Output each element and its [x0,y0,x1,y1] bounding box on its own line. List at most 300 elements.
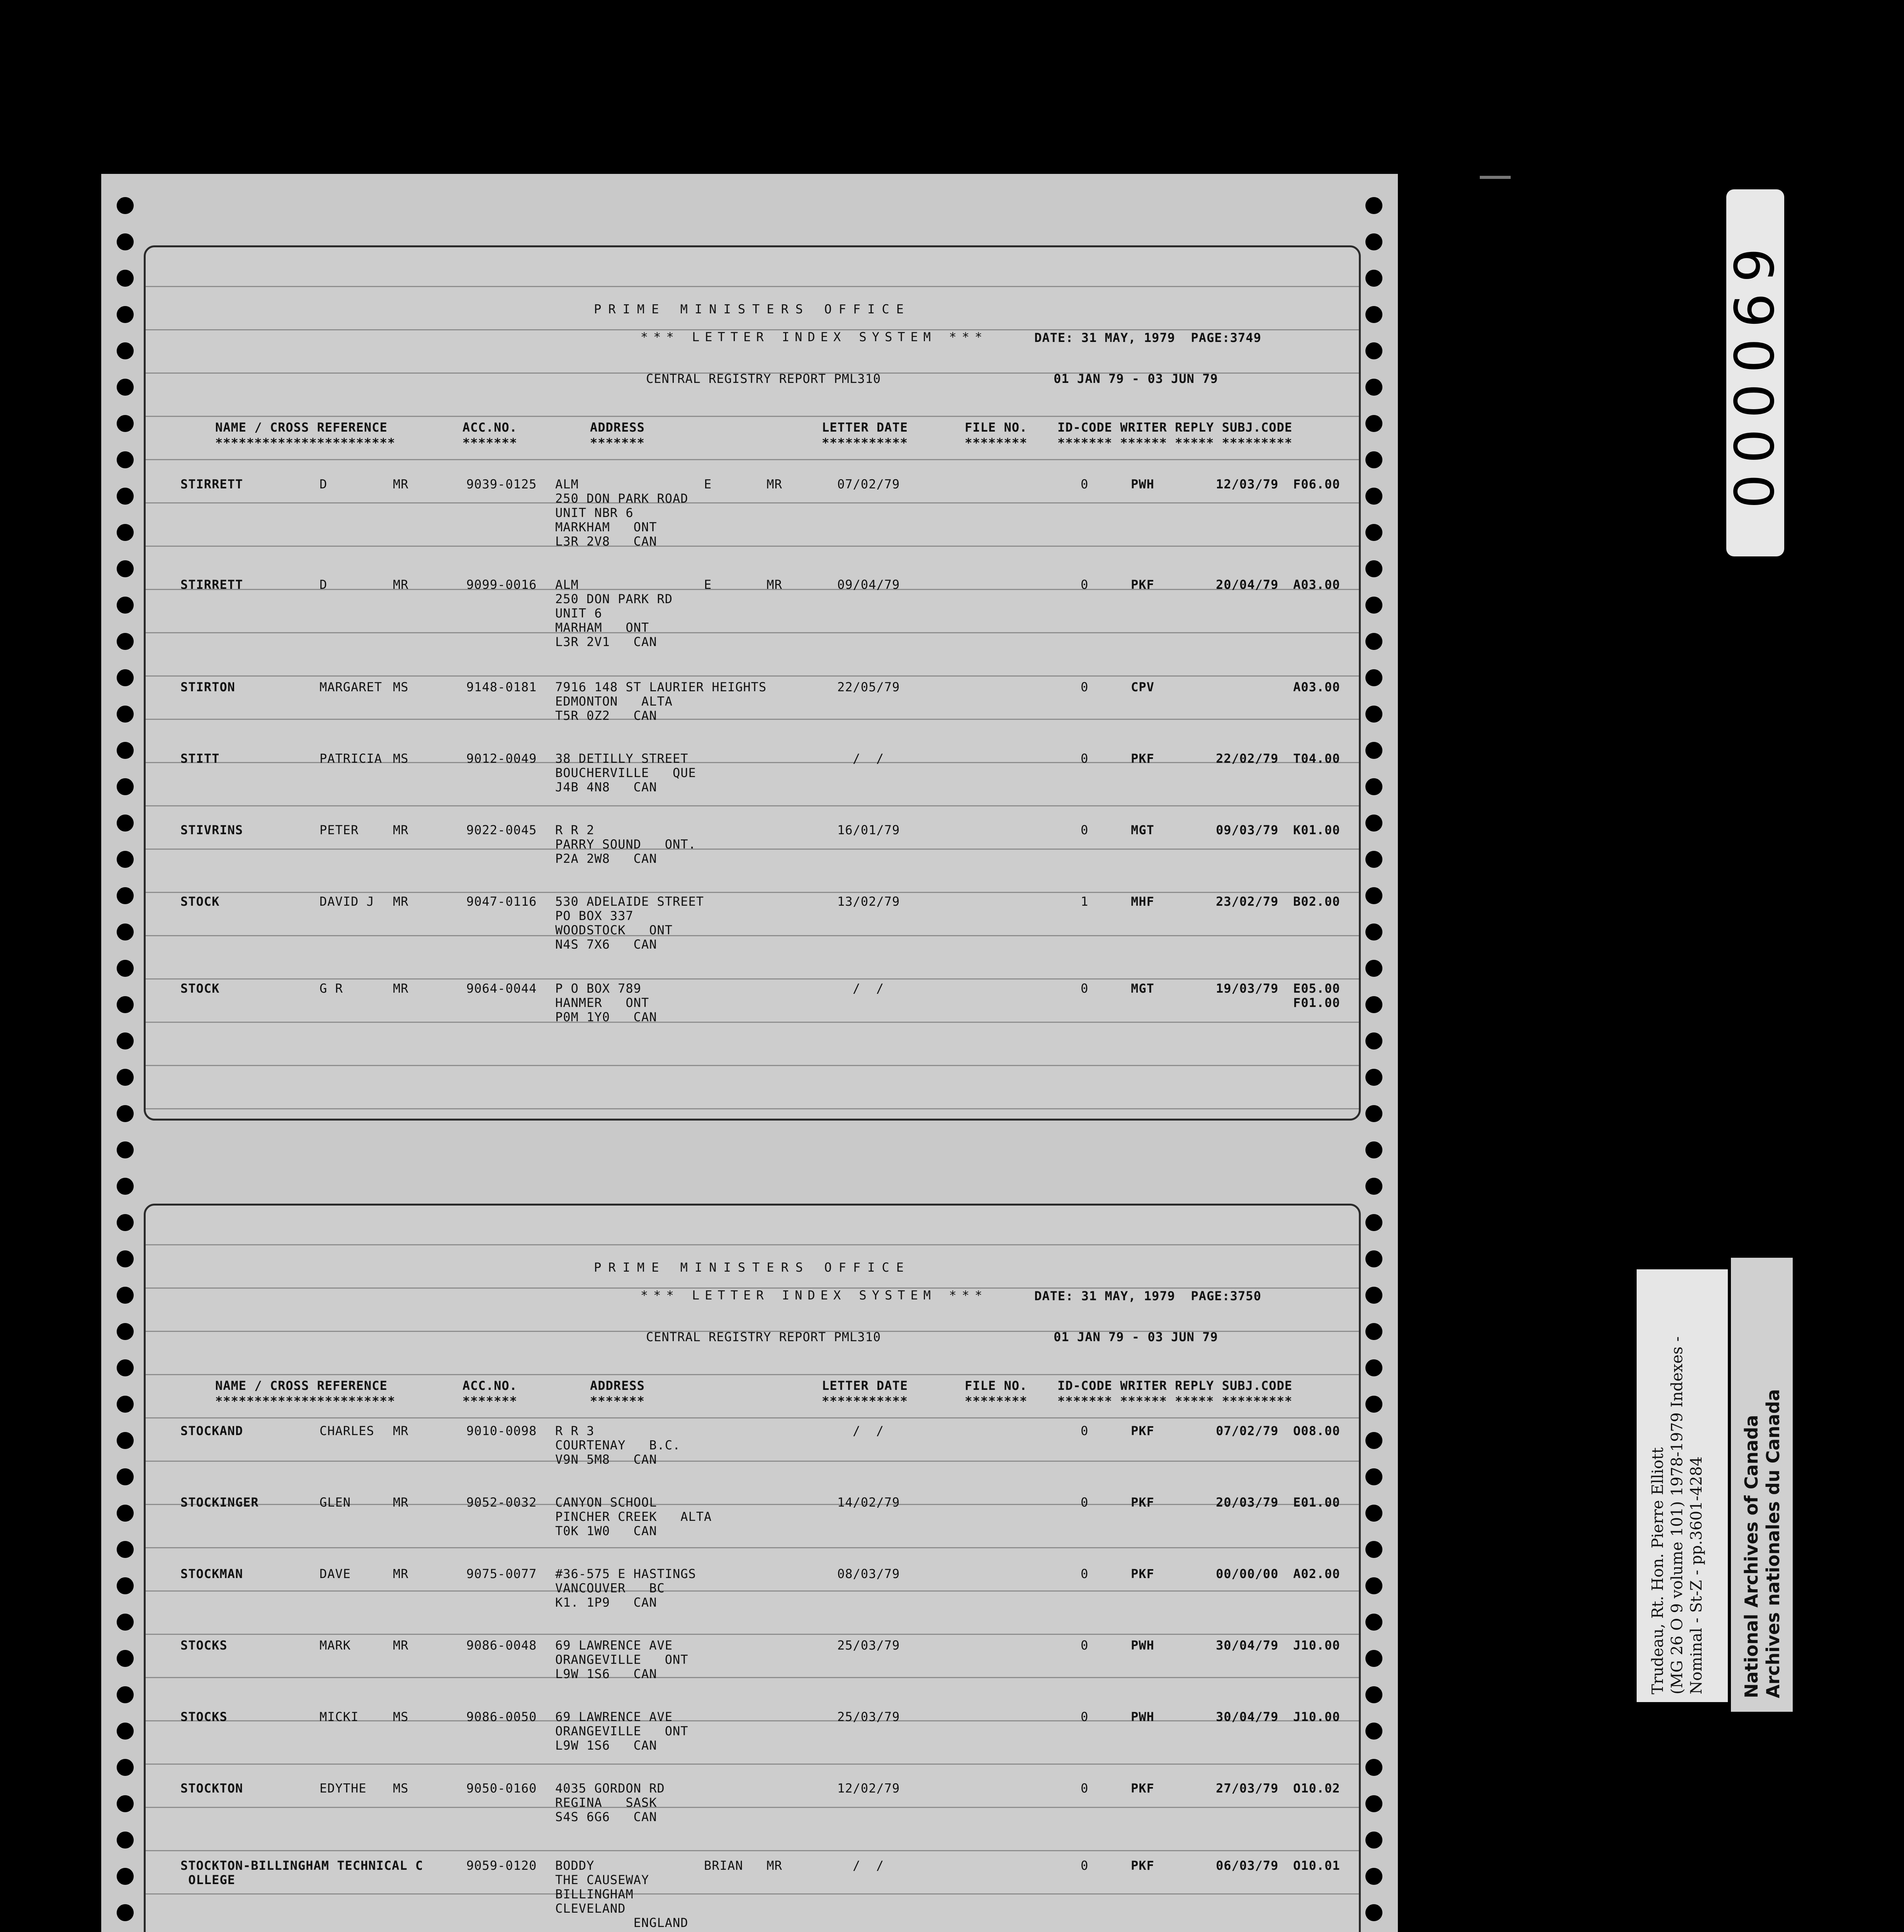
col-underline: *********************** [215,1394,396,1408]
tractor-feed-hole [1365,560,1382,577]
record-letter-date: 09/04/79 [837,577,900,592]
record-subject-code: T04.00 [1293,751,1340,766]
tractor-feed-hole [1365,1178,1382,1195]
tractor-feed-hole [117,1759,134,1776]
ruled-line [146,1108,1359,1109]
col-underline: ******* [462,435,517,450]
record-id-code: 0 [1081,1858,1089,1873]
tractor-feed-hole [117,778,134,795]
record-writer: MGT [1131,981,1154,996]
tractor-feed-hole [1365,197,1382,214]
record-id-code: 0 [1081,1566,1089,1581]
tractor-feed-hole [1365,233,1382,250]
tractor-feed-hole [117,379,134,396]
record-address-line: MARKHAM ONT [555,520,657,534]
record-acc-no: 9010-0098 [466,1423,537,1438]
tractor-feed-hole [117,960,134,977]
tractor-feed-hole [1365,597,1382,614]
record-address-line: P2A 2W8 CAN [555,851,657,866]
col-underline: ******** [965,435,1028,450]
record-address-line: REGINA SASK [555,1795,657,1810]
record-acc-no: 9059-0120 [466,1858,537,1873]
record-title: MS [393,751,409,766]
record-surname-cont: OLLEGE [180,1872,235,1887]
office-title: PRIME MINISTERS OFFICE [594,1260,911,1275]
record-reply-date: 30/04/79 [1216,1638,1279,1653]
record-title: MS [393,1709,409,1724]
tractor-feed-hole [117,306,134,323]
record-address-line: HANMER ONT [555,995,649,1010]
tractor-feed-hole [117,342,134,359]
ruled-line [146,1417,1359,1418]
record-address-line: R R 3 [555,1423,595,1438]
ruled-line [146,1634,1359,1635]
record-address-line: PARRY SOUND ONT. [555,837,696,852]
record-address-line: VANCOUVER BC [555,1581,665,1595]
record-title: MR [393,577,409,592]
tractor-feed-hole [1365,451,1382,468]
record-letter-date: / / [853,751,884,766]
record-address-line: COURTENAY B.C. [555,1438,681,1452]
ruled-line [146,1850,1359,1851]
record-surname: STOCKMAN [180,1566,243,1581]
record-reply-date: 07/02/79 [1216,1423,1279,1438]
report-page-3749 [144,245,1361,1121]
record-subject-code: O10.02 [1293,1781,1340,1796]
ruled-line [146,1022,1359,1023]
archive-line-fr: Archives nationales du Canada [1763,1389,1783,1698]
tractor-feed-hole [1365,851,1382,868]
col-underline: *********** [822,1394,908,1408]
tractor-feed-hole [117,1105,134,1122]
record-acc-no: 9064-0044 [466,981,537,996]
record-address-line: S4S 6G6 CAN [555,1810,657,1824]
record-address-line: L3R 2V8 CAN [555,534,657,549]
ruled-line [146,675,1359,677]
tractor-feed-hole [117,1323,134,1340]
col-header-file-no: FILE NO. [965,1378,1028,1393]
ruled-line [146,459,1359,460]
record-address-line: R R 2 [555,823,595,837]
record-letter-date: 25/03/79 [837,1638,900,1653]
col-underline: *********************** [215,435,396,450]
record-subject-code: O08.00 [1293,1423,1340,1438]
ruled-line [146,892,1359,893]
record-surname: STIRRETT [180,477,243,492]
record-id-code: 0 [1081,577,1089,592]
record-acc-no: 9148-0181 [466,680,537,694]
record-acc-no: 9012-0049 [466,751,537,766]
tractor-feed-hole [117,560,134,577]
record-address-line: K1. 1P9 CAN [555,1595,657,1610]
record-id-code: 0 [1081,981,1089,996]
record-reply-date: 20/03/79 [1216,1495,1279,1510]
record-letter-date: 25/03/79 [837,1709,900,1724]
record-address-line: BODDY BRIAN MR [555,1858,782,1873]
record-surname: STOCKS [180,1709,228,1724]
record-acc-no: 9047-0116 [466,894,537,909]
ruled-line [146,1244,1359,1245]
record-surname: STOCKTON-BILLINGHAM TECHNICAL C [180,1858,423,1873]
record-id-code: 0 [1081,680,1089,694]
archive-line-en: National Archives of Canada [1741,1415,1762,1698]
tractor-feed-hole [1365,1541,1382,1558]
tractor-feed-hole [117,1178,134,1195]
record-reply-date: 09/03/79 [1216,823,1279,837]
col-header-letter-date: LETTER DATE [822,1378,908,1393]
ruled-line [146,286,1359,287]
record-id-code: 0 [1081,1495,1089,1510]
record-subject-code: E01.00 [1293,1495,1340,1510]
ruled-line [146,632,1359,633]
record-id-code: 0 [1081,823,1089,837]
record-writer: MGT [1131,823,1154,837]
record-letter-date: 16/01/79 [837,823,900,837]
record-writer: PKF [1131,1858,1154,1873]
record-subject-code: O10.01 [1293,1858,1340,1873]
record-id-code: 0 [1081,751,1089,766]
record-address-line: 69 LAWRENCE AVE [555,1638,673,1653]
ruled-line [146,1893,1359,1895]
col-header-letter-date: LETTER DATE [822,420,908,435]
tractor-feed-hole [117,815,134,832]
record-address-line: T0K 1W0 CAN [555,1524,657,1538]
tractor-feed-hole [117,1069,134,1086]
record-writer: PKF [1131,1423,1154,1438]
record-letter-date: / / [853,1858,884,1873]
record-address-line: #36-575 E HASTINGS [555,1566,696,1581]
record-address-line: EDMONTON ALTA [555,694,673,709]
tractor-feed-hole [117,1614,134,1631]
record-acc-no: 9099-0016 [466,577,537,592]
record-address-line: 250 DON PARK ROAD [555,491,688,506]
record-given-name: PETER [320,823,359,837]
frame-number: 000069 [1724,237,1787,509]
record-id-code: 0 [1081,477,1089,492]
record-title: MR [393,981,409,996]
record-letter-date: 22/05/79 [837,680,900,694]
col-header-acc: ACC.NO. [462,1378,517,1393]
report-period: 01 JAN 79 - 03 JUN 79 [1054,1330,1218,1344]
record-reply-date: 22/02/79 [1216,751,1279,766]
tractor-feed-hole [117,1432,134,1449]
tractor-feed-hole [117,1686,134,1703]
tractor-feed-hole [117,923,134,940]
tractor-feed-hole [117,1505,134,1522]
record-address-line: ENGLAND [555,1915,688,1930]
ruled-line [146,1677,1359,1678]
record-address-line: UNIT NBR 6 [555,505,634,520]
record-address-line: 250 DON PARK RD [555,592,673,606]
col-underline: ******* ****** ***** ********* [1057,435,1292,450]
tractor-feed-hole [1365,1686,1382,1703]
fonds-line: (MG 26 O 9 volume 101) 1978-1979 Indexes - [1668,1336,1686,1694]
record-subject-code: K01.00 [1293,823,1340,837]
frame-number-stamp [1724,189,1787,556]
col-underline: ******* ****** ***** ********* [1057,1394,1292,1408]
record-address-line: CANYON SCHOOL [555,1495,657,1510]
ruled-line [146,1374,1359,1375]
tractor-feed-hole [1365,1904,1382,1921]
record-address-line: MARHAM ONT [555,620,649,635]
record-given-name: CHARLES [320,1423,374,1438]
col-header-address: ADDRESS [590,420,645,435]
record-surname: STOCKAND [180,1423,243,1438]
record-address-line: PO BOX 337 [555,908,634,923]
tractor-feed-hole [1365,488,1382,505]
fonds-line: Nominal - St-Z - pp.3601-4284 [1688,1456,1705,1694]
tractor-feed-hole [1365,1323,1382,1340]
record-letter-date: 12/02/79 [837,1781,900,1796]
fonds-label [1637,1269,1728,1702]
ruled-line [146,849,1359,850]
record-surname: STOCK [180,894,220,909]
record-writer: PKF [1131,1495,1154,1510]
tractor-feed-hole [117,1032,134,1049]
record-id-code: 1 [1081,894,1089,909]
record-acc-no: 9086-0050 [466,1709,537,1724]
record-reply-date: 00/00/00 [1216,1566,1279,1581]
record-surname: STIRTON [180,680,235,694]
report-period: 01 JAN 79 - 03 JUN 79 [1054,371,1218,386]
tractor-feed-hole [117,197,134,214]
tractor-feed-hole [1365,1105,1382,1122]
printout-sheet [101,174,1398,1932]
tractor-feed-hole [1365,1396,1382,1413]
record-writer: PKF [1131,577,1154,592]
report-page-3750 [144,1204,1361,1932]
tractor-feed-hole [117,1396,134,1413]
record-letter-date: 08/03/79 [837,1566,900,1581]
tractor-feed-hole [1365,415,1382,432]
record-address-line: 530 ADELAIDE STREET [555,894,704,909]
record-id-code: 0 [1081,1781,1089,1796]
record-surname: STOCKINGER [180,1495,259,1510]
tractor-feed-hole [117,887,134,904]
record-surname: STOCK [180,981,220,996]
tractor-feed-hole [117,1541,134,1558]
col-header-codes: ID-CODE WRITER REPLY SUBJ.CODE [1057,1378,1292,1393]
record-letter-date: / / [853,1423,884,1438]
record-subject-code: A03.00 [1293,577,1340,592]
record-address-line: L3R 2V1 CAN [555,634,657,649]
record-reply-date: 27/03/79 [1216,1781,1279,1796]
tractor-feed-hole [117,488,134,505]
tractor-feed-hole [117,1359,134,1376]
tractor-feed-hole [1365,270,1382,287]
tractor-feed-hole [117,524,134,541]
tractor-feed-hole [1365,1141,1382,1158]
record-title: MR [393,894,409,909]
tractor-feed-hole [1365,923,1382,940]
record-address-line: 4035 GORDON RD [555,1781,665,1796]
record-address-line: L9W 1S6 CAN [555,1738,657,1753]
record-surname: STIRRETT [180,577,243,592]
fonds-line: Trudeau, Rt. Hon. Pierre Elliott [1649,1447,1667,1694]
ruled-line [146,1590,1359,1592]
record-address-line: 69 LAWRENCE AVE [555,1709,673,1724]
record-title: MR [393,1423,409,1438]
col-header-address: ADDRESS [590,1378,645,1393]
record-address-line: BILLINGHAM [555,1887,634,1901]
tractor-feed-hole [1365,379,1382,396]
tractor-feed-hole [117,1650,134,1667]
tractor-feed-hole [117,1832,134,1849]
record-reply-date: 20/04/79 [1216,577,1279,592]
record-reply-date: 12/03/79 [1216,477,1279,492]
tractor-feed-hole [117,1214,134,1231]
tractor-feed-hole [1365,1795,1382,1812]
record-surname: STITT [180,751,220,766]
ruled-line [146,1764,1359,1765]
record-address-line: J4B 4N8 CAN [555,780,657,794]
record-letter-date: 14/02/79 [837,1495,900,1510]
record-given-name: DAVE [320,1566,351,1581]
record-subject-code: E05.00 [1293,981,1340,996]
col-header-acc: ACC.NO. [462,420,517,435]
tractor-feed-hole [1365,1505,1382,1522]
record-given-name: D [320,477,328,492]
record-address-line: PINCHER CREEK ALTA [555,1509,712,1524]
record-acc-no: 9075-0077 [466,1566,537,1581]
tractor-feed-hole [117,706,134,723]
tractor-feed-hole [1365,306,1382,323]
record-given-name: DAVID J [320,894,374,909]
tractor-feed-hole [117,1723,134,1740]
ruled-line [146,546,1359,547]
col-header-codes: ID-CODE WRITER REPLY SUBJ.CODE [1057,420,1292,435]
tractor-feed-hole [1365,669,1382,686]
record-writer: PWH [1131,477,1154,492]
tractor-feed-hole [1365,633,1382,650]
tractor-feed-hole [1365,1032,1382,1049]
record-address-line: ALM E MR [555,477,782,492]
tractor-feed-hole [1365,1868,1382,1885]
tractor-feed-hole [117,1250,134,1267]
record-given-name: D [320,577,328,592]
tractor-feed-hole [1365,1614,1382,1631]
tractor-feed-hole [1365,1650,1382,1667]
ruled-line [146,502,1359,503]
record-reply-date: 06/03/79 [1216,1858,1279,1873]
record-subject-code: B02.00 [1293,894,1340,909]
tractor-feed-hole [117,742,134,759]
record-subject-code: A03.00 [1293,680,1340,694]
record-acc-no: 9050-0160 [466,1781,537,1796]
tractor-feed-hole [117,233,134,250]
tractor-feed-hole [1365,1359,1382,1376]
record-acc-no: 9039-0125 [466,477,537,492]
record-address-line: T5R 0Z2 CAN [555,708,657,723]
record-writer: PKF [1131,751,1154,766]
record-title: MR [393,823,409,837]
tractor-feed-hole [117,1287,134,1304]
record-subject-code: J10.00 [1293,1638,1340,1653]
record-address-line: WOODSTOCK ONT [555,923,673,937]
col-underline: ******** [965,1394,1028,1408]
record-surname: STOCKTON [180,1781,243,1796]
record-acc-no: 9086-0048 [466,1638,537,1653]
tractor-feed-hole [1365,1468,1382,1485]
tractor-feed-hole [1365,778,1382,795]
tractor-feed-hole [1365,815,1382,832]
report-name: CENTRAL REGISTRY REPORT PML310 [646,1330,881,1344]
record-writer: PKF [1131,1781,1154,1796]
system-title: *** LETTER INDEX SYSTEM *** [640,1288,988,1303]
record-subject-code: A02.00 [1293,1566,1340,1581]
tractor-feed-hole [1365,1250,1382,1267]
record-letter-date: 07/02/79 [837,477,900,492]
record-surname: STIVRINS [180,823,243,837]
record-title: MR [393,477,409,492]
record-address-line: 38 DETILLY STREET [555,751,688,766]
record-subject-code: J10.00 [1293,1709,1340,1724]
tractor-feed-hole [117,669,134,686]
col-underline: ******* [590,1394,645,1408]
ruled-line [146,719,1359,720]
col-header-file-no: FILE NO. [965,420,1028,435]
col-underline: *********** [822,435,908,450]
record-address-line: 7916 148 ST LAURIER HEIGHTS [555,680,767,694]
record-given-name: G R [320,981,343,996]
record-subject-code: F01.00 [1293,995,1340,1010]
tractor-feed-hole [1365,996,1382,1013]
record-writer: PKF [1131,1566,1154,1581]
record-given-name: MARK [320,1638,351,1653]
ruled-line [146,1065,1359,1066]
tractor-feed-hole [117,996,134,1013]
record-id-code: 0 [1081,1638,1089,1653]
record-surname: STOCKS [180,1638,228,1653]
tractor-feed-hole [1365,1069,1382,1086]
record-title: MR [393,1638,409,1653]
record-title: MS [393,1781,409,1796]
record-address-line: ORANGEVILLE ONT [555,1724,688,1738]
record-given-name: PATRICIA [320,751,382,766]
tractor-feed-hole [1365,1214,1382,1231]
record-address-line: CLEVELAND [555,1901,626,1916]
record-reply-date: 19/03/79 [1216,981,1279,996]
col-underline: ******* [590,435,645,450]
record-address-line: P O BOX 789 [555,981,641,996]
record-acc-no: 9052-0032 [466,1495,537,1510]
tractor-feed-hole [1365,1723,1382,1740]
tractor-feed-hole [1365,1832,1382,1849]
record-address-line: V9N 5M8 CAN [555,1452,657,1467]
record-acc-no: 9022-0045 [466,823,537,837]
tractor-feed-hole [117,597,134,614]
tractor-feed-hole [117,1795,134,1812]
record-reply-date: 30/04/79 [1216,1709,1279,1724]
tractor-feed-hole [1365,960,1382,977]
record-title: MR [393,1566,409,1581]
record-address-line: P0M 1Y0 CAN [555,1010,657,1024]
record-id-code: 0 [1081,1709,1089,1724]
record-writer: MHF [1131,894,1154,909]
tractor-feed-hole [1365,1432,1382,1449]
record-address-line: THE CAUSEWAY [555,1872,649,1887]
tractor-feed-hole [1365,1759,1382,1776]
ruled-line [146,1807,1359,1808]
tractor-feed-hole [1365,742,1382,759]
record-given-name: GLEN [320,1495,351,1510]
record-address-line: N4S 7X6 CAN [555,937,657,952]
record-address-line: BOUCHERVILLE QUE [555,765,696,780]
tractor-feed-hole [117,451,134,468]
ruled-line [146,935,1359,936]
record-given-name: EDYTHE [320,1781,367,1796]
tractor-feed-hole [117,633,134,650]
